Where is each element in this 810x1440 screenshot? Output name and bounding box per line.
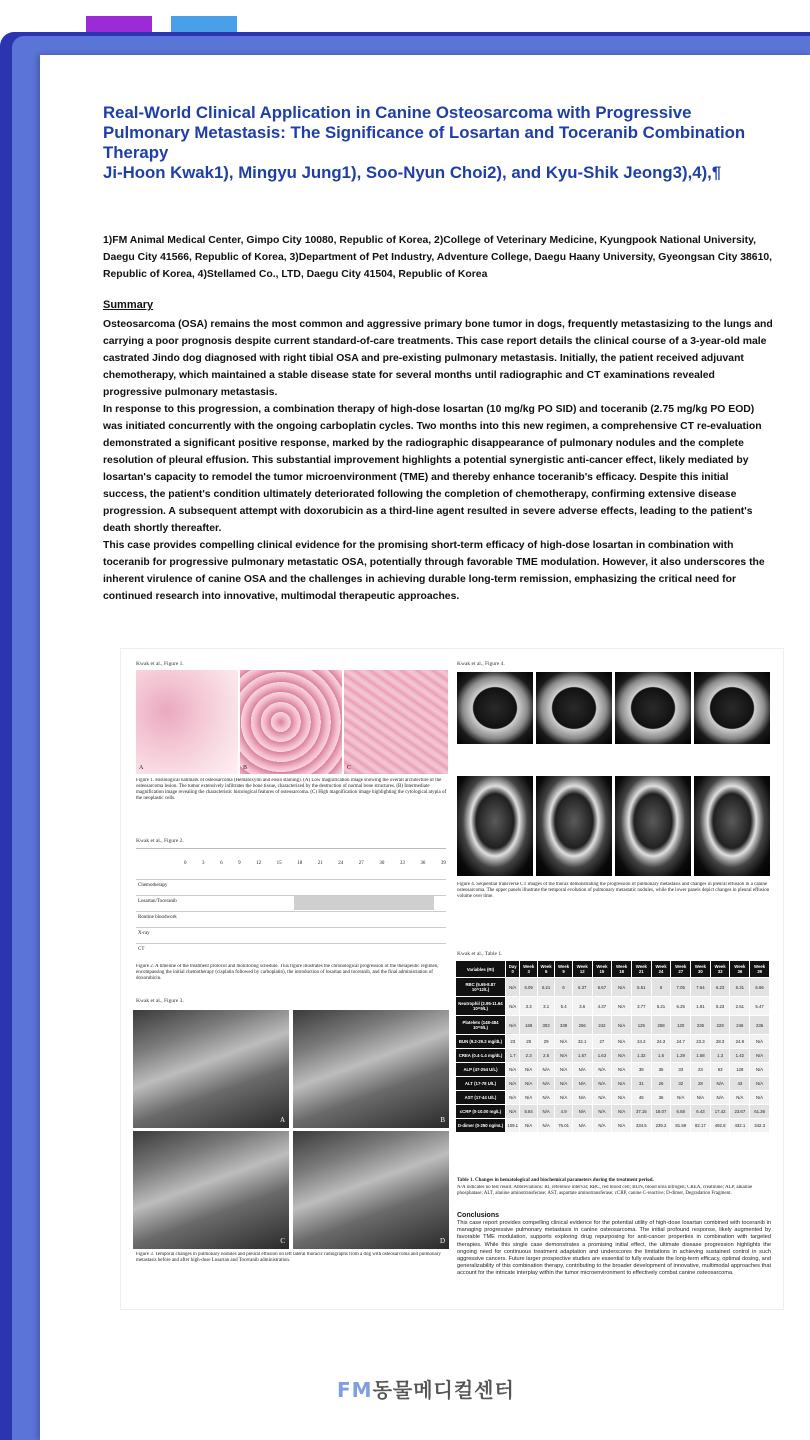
table-cell: 246: [730, 1016, 750, 1035]
table-cell: 6.61: [631, 978, 651, 997]
ct-image: [536, 776, 612, 876]
table-cell: 239.2: [651, 1119, 671, 1133]
table-cell: 3.77: [631, 997, 651, 1016]
table-header-cell: Week 3: [520, 961, 537, 978]
table-cell: 61.36: [750, 1105, 770, 1119]
table-cell: 6.21: [537, 978, 554, 997]
table-header-cell: Day 0: [506, 961, 520, 978]
table-cell: 26: [651, 1077, 671, 1091]
treatment-timeline: [136, 848, 446, 958]
panel-label: C: [280, 1237, 285, 1245]
table-cell: N/A: [520, 1091, 537, 1105]
table-cell: 6.37: [572, 978, 592, 997]
losartan-period-bar: [294, 896, 434, 910]
table-cell: 3.1: [537, 997, 554, 1016]
table-cell: 27: [592, 1035, 612, 1049]
radiograph-c: [133, 1131, 289, 1249]
table-cell: 1.81: [691, 997, 711, 1016]
table-cell: 3.3: [520, 997, 537, 1016]
timeline-row-label: CT: [138, 947, 145, 952]
table-cell: 36: [651, 1091, 671, 1105]
table-header-cell: Week 27: [671, 961, 691, 978]
table-cell: 169: [520, 1016, 537, 1035]
table-cell: 28.3: [710, 1035, 730, 1049]
table-cell: 31: [631, 1077, 651, 1091]
table-cell: 302: [537, 1016, 554, 1035]
table-cell: N/A: [671, 1091, 691, 1105]
table-variable-cell: Platelets (148-484 10^9/L): [456, 1016, 506, 1035]
histology-image-a: [136, 670, 238, 774]
panel-label: A: [139, 765, 144, 771]
table-cell: 6.58: [671, 1105, 691, 1119]
figure4-header: Kwak et al., Figure 4.: [457, 661, 505, 667]
table-cell: 37.15: [631, 1105, 651, 1119]
table-header-cell: Week 24: [651, 961, 671, 978]
table-cell: 6.31: [730, 978, 750, 997]
table-cell: N/A: [506, 1105, 520, 1119]
figure3-header: Kwak et al., Figure 3.: [136, 998, 184, 1004]
table-header-cell: Week 18: [612, 961, 632, 978]
table-cell: N/A: [506, 1016, 520, 1035]
table-cell: N/A: [592, 1091, 612, 1105]
table-cell: 5.21: [651, 997, 671, 1016]
table-cell: N/A: [506, 1077, 520, 1091]
table-cell: 1.32: [631, 1049, 651, 1063]
table-cell: 1.7: [506, 1049, 520, 1063]
table-header-cell: Week 36: [730, 961, 750, 978]
ct-image: [615, 672, 691, 744]
timeline-row-label: X-ray: [138, 931, 150, 936]
table-cell: 33: [671, 1063, 691, 1077]
table-cell: N/A: [592, 1077, 612, 1091]
figure4-caption: Figure 4. Sequential transverse CT images of the thorax demonstrating the progression of pulmonary metastasis and changes in pleural effusion in a canine osteosarcoma. The upper panels illustrate the temporal evolution of pulmonary metastatic nodules, while the lower panels depict changes in pleural effusion volume over time.: [457, 882, 770, 899]
table-row: [456, 1049, 770, 1063]
table-cell: 432.1: [730, 1119, 750, 1133]
figure1-header: Kwak et al., Figure 1.: [136, 661, 184, 667]
table-cell: N/A: [520, 1063, 537, 1077]
table-cell: 1.63: [592, 1049, 612, 1063]
table-cell: 6.67: [592, 978, 612, 997]
table-cell: N/A: [592, 1105, 612, 1119]
table-cell: 32.1: [572, 1035, 592, 1049]
table-cell: N/A: [537, 1105, 554, 1119]
paper-authors: Ji-Hoon Kwak1), Mingyu Jung1), Soo-Nyun Choi2), and Kyu-Shik Jeong3),4),¶: [103, 163, 722, 182]
panel-label: B: [243, 765, 248, 771]
table-cell: N/A: [710, 1091, 730, 1105]
fm-logo: [337, 1374, 515, 1403]
logo-text: 동물메디컬센터: [372, 1378, 515, 1402]
table-cell: N/A: [730, 1091, 750, 1105]
table-cell: 81.59: [671, 1119, 691, 1133]
table-header-cell: Week 21: [631, 961, 651, 978]
table-header-cell: Variables (RI): [456, 961, 506, 978]
table-cell: 28: [520, 1035, 537, 1049]
table-cell: N/A: [572, 1119, 592, 1133]
table-cell: 46: [631, 1091, 651, 1105]
table-cell: 4.37: [592, 997, 612, 1016]
table-cell: 5.84: [520, 1105, 537, 1119]
timeline-row-label: Losartan/Toceranib: [138, 899, 177, 904]
table-row: [456, 1016, 770, 1035]
table-cell: N/A: [537, 1119, 554, 1133]
summary-paragraph: Osteosarcoma (OSA) remains the most common and aggressive primary bone tumor in dogs, frequently metastasizing to the lungs and carrying a poor prognosis despite current standard-of-care treatments. This case report details the clinical course of a 3-year-old male castrated Jindo dog diagnosed with right tibial OSA and pre-existing pulmonary metastasis. Initially, the patient received adjuvant chemotherapy, which maintained a stable disease state for several months until radiographic and CT examinations revealed progressive pulmonary metastasis.: [103, 319, 773, 398]
table-cell: N/A: [572, 1063, 592, 1077]
table-cell: N/A: [555, 1077, 572, 1091]
table-cell: 109.1: [506, 1119, 520, 1133]
table-cell: 23.3: [691, 1035, 711, 1049]
table-cell: N/A: [612, 1105, 632, 1119]
table-cell: N/A: [537, 1077, 554, 1091]
table-cell: N/A: [750, 1049, 770, 1063]
table-cell: 4.9: [555, 1105, 572, 1119]
table-variable-cell: AST (17-44 U/L): [456, 1091, 506, 1105]
table-cell: 125: [631, 1016, 651, 1035]
table-row: [456, 1119, 770, 1133]
table-cell: N/A: [572, 1105, 592, 1119]
table-variable-cell: cCRP (0-10.00 mg/L): [456, 1105, 506, 1119]
table-cell: N/A: [572, 1077, 592, 1091]
table-cell: N/A: [520, 1119, 537, 1133]
table-variable-cell: RBC (5.65-8.87 10^12/L): [456, 978, 506, 997]
panel-label: B: [440, 1116, 445, 1124]
timeline-row-label: Chemotherapy: [138, 883, 168, 888]
table-cell: 236: [750, 1016, 770, 1035]
conclusions-text: This case report provides compelling clinical evidence for the potential utility of high-dose losartan combined with toceranib in managing progressive pulmonary metastasis in canine osteosarcoma. The initial profound response, likely augmented by favorable TME modulation, supports exploring drug repurposing for anti-cancer properties in combination with targeted therapies. While this single case demonstrates a promising initial effect, the ultimate disease progression highlights the ongoing need for continuous treatment adaptation and underscores the limitations in achieving sustained control in such aggressive cancers. Future larger prospective studies are essential to fully evaluate the long-term efficacy, optimal dosing, and generalizability of this combination therapy, contributing to the broader development of innovative, multimodal approaches that account for the intricate interplay within the tumor microenvironment to effectively combat canine osteosarcoma.: [457, 1220, 771, 1277]
table-cell: N/A: [506, 1091, 520, 1105]
table-cell: 28: [691, 1077, 711, 1091]
table-cell: N/A: [710, 1077, 730, 1091]
table-header-cell: Week 9: [555, 961, 572, 978]
table-cell: N/A: [506, 997, 520, 1016]
table-cell: 63: [710, 1063, 730, 1077]
timeline-row-label: Routine bloodwork: [138, 915, 177, 920]
table-cell: N/A: [612, 997, 632, 1016]
table-row: [456, 1077, 770, 1091]
table-cell: 228: [710, 1016, 730, 1035]
table-cell: N/A: [555, 1035, 572, 1049]
table-cell: 3.6: [572, 997, 592, 1016]
table-cell: 256: [572, 1016, 592, 1035]
ct-image: [694, 776, 770, 876]
table-cell: 120: [671, 1016, 691, 1035]
radiograph-d: [293, 1131, 449, 1249]
ct-image: [536, 672, 612, 744]
radiograph-b: [293, 1010, 449, 1128]
table-cell: N/A: [612, 1119, 632, 1133]
table-cell: 7.64: [691, 978, 711, 997]
table-row: [456, 978, 770, 997]
table-cell: 2.3: [520, 1049, 537, 1063]
table-cell: N/A: [691, 1091, 711, 1105]
table-cell: 82.17: [691, 1119, 711, 1133]
table-cell: 5.4: [555, 997, 572, 1016]
table-cell: N/A: [612, 1016, 632, 1035]
conclusions-heading: Conclusions: [457, 1212, 500, 1219]
table-variable-cell: D-dimer (0-250 ng/mL): [456, 1119, 506, 1133]
table-header-row: [456, 961, 770, 978]
panel-label: A: [279, 1116, 285, 1124]
table-cell: N/A: [592, 1063, 612, 1077]
histology-image-b: [240, 670, 342, 774]
table-cell: 29: [537, 1035, 554, 1049]
table-cell: N/A: [612, 1077, 632, 1091]
table-cell: N/A: [592, 1119, 612, 1133]
table-cell: 2.51: [730, 997, 750, 1016]
paper-title-block: [103, 103, 773, 183]
table1-header: Kwak et al., Table 1.: [457, 951, 503, 957]
histology-image-c: [344, 670, 448, 774]
table-cell: 6.23: [710, 978, 730, 997]
table-row: [456, 1035, 770, 1049]
table-cell: 43: [730, 1077, 750, 1091]
table-cell: 24.3: [651, 1035, 671, 1049]
ct-image: [457, 776, 533, 876]
table-cell: N/A: [520, 1077, 537, 1091]
table-cell: 128: [730, 1063, 750, 1077]
table-cell: N/A: [555, 1063, 572, 1077]
figure2-header: Kwak et al., Figure 2.: [136, 838, 184, 844]
table-cell: 1.42: [730, 1049, 750, 1063]
table-cell: 6: [555, 978, 572, 997]
table-cell: 6.25: [671, 997, 691, 1016]
table-cell: 23: [506, 1035, 520, 1049]
table-variable-cell: ALP (47-254 U/L): [456, 1063, 506, 1077]
table-row: [456, 997, 770, 1016]
table-cell: 1.3: [710, 1049, 730, 1063]
table-cell: 18.07: [651, 1105, 671, 1119]
table-cell: N/A: [612, 1091, 632, 1105]
table1-note: N/A indicates no test result. Abbreviations: RI, reference interval; RBC, red blood cell; BUN, blood urea nitrogen; CREA, creatinine; ALP, alkaline phosphatase; ALT, alanine aminotransferase; AST, aspartate aminotransferase; cCRP, canine C-reactive; D-dimer, Degradation Fragment.: [457, 1185, 753, 1196]
table-variable-cell: BUN (9.2-29.2 mg/dL): [456, 1035, 506, 1049]
table-cell: 1.58: [691, 1049, 711, 1063]
table-row: [456, 1063, 770, 1077]
table-cell: 339: [555, 1016, 572, 1035]
table-variable-cell: CREA (0.4-1.4 mg/dL): [456, 1049, 506, 1063]
table-cell: N/A: [506, 978, 520, 997]
radiograph-a: [133, 1010, 289, 1128]
table-cell: N/A: [612, 1049, 632, 1063]
table-cell: 24.8: [730, 1035, 750, 1049]
table-cell: N/A: [612, 978, 632, 997]
figure1-caption: Figure 1. Histological hallmark of osteosarcoma (Hematoxylin and eosin staining). (A) Low magnification image showing the overall architecture of the osteosarcoma lesion. The tumor extensively infiltrates the bone tissue, characterized by the destruction of normal bone structures. (B) Intermediate magnification image revealing the characteristic histological features of osteosarcoma. (C) High magnification image highlighting the cytological atypia of the neoplastic cells.: [136, 778, 447, 801]
table-cell: 1.29: [671, 1049, 691, 1063]
panel-label: C: [347, 765, 352, 771]
table-row: [456, 1091, 770, 1105]
summary-paragraph: In response to this progression, a combination therapy of high-dose losartan (10 mg/kg PO SID) and toceranib (2.75 mg/kg PO EOD) was initiated concurrently with the ongoing carboplatin cycles. Two months into this new regimen, a comprehensive CT re-evaluation demonstrated a significant positive response, marked by the radiographic disappearance of pulmonary nodules and the complete resolution of pleural effusion. This substantial improvement highlights a potential synergistic anti-cancer effect, likely mediated by losartan's capacity to remodel the tumor microenvironment (TME) and thereby enhance toceranib's efficacy. Despite this initial success, the patient's condition ultimately deteriorated following the completion of chemotherapy, confirming extensive disease progression. A subsequent attempt with doxorubicin as a third-line agent resulted in severe adverse effects, leading to the patient's death shortly thereafter.: [103, 404, 762, 534]
timeline-weeks: 0 3 6 9 12 15 18 21 24 27 30 33 36 39: [184, 861, 446, 866]
ct-image: [457, 672, 533, 744]
table-cell: 7.05: [671, 978, 691, 997]
figure3-caption: Figure 3. Temporal changes in pulmonary nodules and pleural effusion on left lateral thoracic radiographs from a dog with osteosarcoma and pulmonary metastasis before and after high-dose Losartan and Toceranib administration.: [136, 1252, 441, 1263]
table-header-cell: Week 30: [691, 961, 711, 978]
table-cell: 258: [651, 1016, 671, 1035]
table-cell: 242: [592, 1016, 612, 1035]
table-cell: 38: [631, 1063, 651, 1077]
table-cell: 23: [691, 1063, 711, 1077]
table-cell: 2.5: [537, 1049, 554, 1063]
table-cell: N/A: [555, 1091, 572, 1105]
table-cell: 5.47: [750, 997, 770, 1016]
table-cell: 76.01: [555, 1119, 572, 1133]
table-cell: 35: [651, 1063, 671, 1077]
table-cell: 17.42: [710, 1105, 730, 1119]
table-cell: 6.66: [750, 978, 770, 997]
table-cell: 32: [671, 1077, 691, 1091]
table-cell: N/A: [537, 1063, 554, 1077]
table-cell: N/A: [750, 1035, 770, 1049]
summary-body: [103, 316, 773, 605]
table-cell: 1.5: [651, 1049, 671, 1063]
table-cell: 24.7: [671, 1035, 691, 1049]
table-cell: 6.43: [691, 1105, 711, 1119]
table-cell: N/A: [506, 1063, 520, 1077]
table-cell: N/A: [555, 1049, 572, 1063]
table-cell: 6: [651, 978, 671, 997]
panel-label: D: [439, 1237, 445, 1245]
table-cell: 24.2: [631, 1035, 651, 1049]
table-header-cell: Week 6: [537, 961, 554, 978]
table-header-cell: Week 15: [592, 961, 612, 978]
table-cell: 5.23: [710, 997, 730, 1016]
table-variable-cell: ALT (17-78 U/L): [456, 1077, 506, 1091]
table-cell: N/A: [750, 1077, 770, 1091]
table-cell: N/A: [572, 1091, 592, 1105]
lab-results-table: [455, 960, 770, 1133]
table-cell: N/A: [537, 1091, 554, 1105]
table-variable-cell: Neutrophil (2.95-11.64 10^9/L): [456, 997, 506, 1016]
table-cell: N/A: [612, 1063, 632, 1077]
table-cell: N/A: [750, 1063, 770, 1077]
table-cell: 1.57: [572, 1049, 592, 1063]
table-cell: 6.09: [520, 978, 537, 997]
table-cell: 236: [691, 1016, 711, 1035]
ct-image: [694, 672, 770, 744]
paper-title: Real-World Clinical Application in Canine Osteosarcoma with Progressive Pulmonary Metastasis: The Significance of Losartan and Toceranib Combination Therapy: [103, 103, 746, 162]
table-cell: 23.67: [730, 1105, 750, 1119]
table-header-cell: Week 12: [572, 961, 592, 978]
ct-image: [615, 776, 691, 876]
figure2-caption: Figure 2. A timeline of the treatment protocol and monitoring schedule. This figure illustrates the chronological progression of the therapeutic regimen, encompassing the initial chemotherapy (cisplatin followed by carboplatin), the introduction of losartan and toceranib, and the final administration of doxorubicin.: [136, 964, 439, 981]
summary-paragraph: This case provides compelling clinical evidence for the promising short-term efficacy of high-dose losartan in combination with toceranib for progressive pulmonary metastatic OSA, potentially through favorable TME modulation. However, it also underscores the inherent virulence of canine OSA and the challenges in achieving durable long-term remission, emphasizing the critical need for continued research into innovative, multimodal therapeutic approaches.: [103, 540, 765, 602]
table-header-cell: Week 33: [710, 961, 730, 978]
table-cell: 492.8: [710, 1119, 730, 1133]
table-header-cell: Week 39: [750, 961, 770, 978]
table-cell: N/A: [750, 1091, 770, 1105]
table-cell: N/A: [612, 1035, 632, 1049]
table-cell: 334.5: [631, 1119, 651, 1133]
table-cell: 342.3: [750, 1119, 770, 1133]
summary-heading: Summary: [103, 299, 154, 311]
table-row: [456, 1105, 770, 1119]
affiliations: 1)FM Animal Medical Center, Gimpo City 10080, Republic of Korea, 2)College of Veterinary Medicine, Kyungpook National University, Daegu City 41566, Republic of Korea, 3)Department of Pet Industry, Adventure College, Daegu Haany University, Gyeongsan City 38610, Republic of Korea, 4)Stellamed Co., LTD, Daegu City 41504, Republic of Korea: [103, 235, 773, 280]
logo-mark: FM: [337, 1378, 373, 1402]
table1-caption: Table 1. Changes in hematological and biochemical parameters during the treatment period.: [457, 1178, 654, 1183]
